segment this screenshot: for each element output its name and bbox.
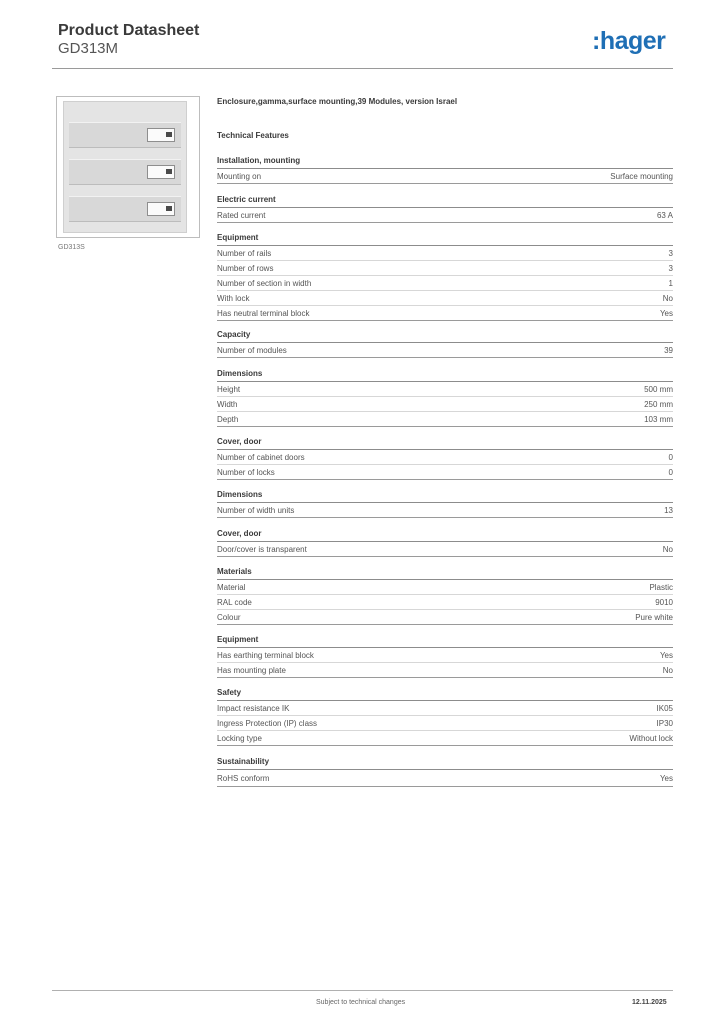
spec-section xyxy=(217,193,673,223)
spec-label: Has earthing terminal block xyxy=(217,650,314,660)
page-title: Product Datasheet xyxy=(58,22,200,39)
header-divider xyxy=(52,68,673,69)
spec-value: 63 A xyxy=(656,210,673,220)
breaker xyxy=(147,202,175,216)
spec-label: Width xyxy=(217,399,238,409)
spec-label: Ingress Protection (IP) class xyxy=(217,718,318,728)
spec-row xyxy=(217,412,673,427)
section-title: Sustainability xyxy=(217,755,673,770)
section-title: Equipment xyxy=(217,231,673,246)
section-title: Capacity xyxy=(217,328,673,343)
spec-label: With lock xyxy=(217,293,250,303)
spec-label: Has neutral terminal block xyxy=(217,308,310,318)
spec-value: 9010 xyxy=(655,597,673,607)
spec-label: Height xyxy=(217,384,241,394)
spec-value: 103 mm xyxy=(644,414,673,424)
spec-row xyxy=(217,701,673,716)
spec-section xyxy=(217,527,673,557)
section-title: Dimensions xyxy=(217,367,673,382)
spec-row xyxy=(217,648,673,663)
spec-row xyxy=(217,770,673,787)
product-code: GD313M xyxy=(58,40,119,57)
spec-row xyxy=(217,663,673,678)
spec-label: RoHS conform xyxy=(217,773,270,783)
spec-row xyxy=(217,261,673,276)
spec-label: Number of locks xyxy=(217,467,275,477)
spec-row xyxy=(217,731,673,746)
spec-value: Without lock xyxy=(629,733,673,743)
spec-label: Locking type xyxy=(217,733,262,743)
spec-row xyxy=(217,450,673,465)
spec-value: Plastic xyxy=(649,582,673,592)
spec-row xyxy=(217,306,673,321)
spec-section xyxy=(217,686,673,746)
spec-row xyxy=(217,465,673,480)
spec-section xyxy=(217,565,673,625)
spec-row xyxy=(217,595,673,610)
breaker xyxy=(147,165,175,179)
spec-value: No xyxy=(662,665,673,675)
spec-label: Depth xyxy=(217,414,239,424)
spec-section xyxy=(217,488,673,518)
spec-row xyxy=(217,276,673,291)
spec-row xyxy=(217,246,673,261)
spec-row xyxy=(217,343,673,358)
section-title: Materials xyxy=(217,565,673,580)
footer-divider xyxy=(52,990,673,991)
spec-label: Number of modules xyxy=(217,345,287,355)
spec-section xyxy=(217,755,673,787)
product-description: Enclosure,gamma,surface mounting,39 Modules, version Israel xyxy=(217,97,458,106)
spec-value: Yes xyxy=(659,650,673,660)
spec-row xyxy=(217,208,673,223)
section-title: Cover, door xyxy=(217,435,673,450)
spec-value: 1 xyxy=(668,278,673,288)
spec-value: Pure white xyxy=(635,612,673,622)
spec-label: Number of width units xyxy=(217,505,295,515)
enclosure-illustration xyxy=(63,101,187,233)
spec-value: Surface mounting xyxy=(610,171,673,181)
panel-row xyxy=(69,159,181,185)
technical-features-heading: Technical Features xyxy=(217,131,289,140)
footer-note: Subject to technical changes xyxy=(316,999,406,1006)
spec-row xyxy=(217,610,673,625)
spec-value: 3 xyxy=(668,263,673,273)
spec-section xyxy=(217,633,673,678)
image-caption: GD313S xyxy=(58,244,85,251)
spec-section xyxy=(217,328,673,358)
spec-row xyxy=(217,291,673,306)
spec-label: RAL code xyxy=(217,597,252,607)
spec-value: 0 xyxy=(668,467,673,477)
spec-value: 3 xyxy=(668,248,673,258)
spec-row xyxy=(217,716,673,731)
spec-section xyxy=(217,231,673,321)
spec-row xyxy=(217,382,673,397)
spec-label: Number of rails xyxy=(217,248,272,258)
breaker xyxy=(147,128,175,142)
section-title: Installation, mounting xyxy=(217,154,673,169)
section-title: Equipment xyxy=(217,633,673,648)
spec-label: Mounting on xyxy=(217,171,262,181)
spec-section xyxy=(217,154,673,184)
footer-date: 12.11.2025 xyxy=(632,999,667,1006)
spec-value: 500 mm xyxy=(644,384,673,394)
spec-row xyxy=(217,397,673,412)
section-title: Safety xyxy=(217,686,673,701)
spec-value: IK05 xyxy=(656,703,673,713)
spec-value: No xyxy=(662,293,673,303)
spec-row xyxy=(217,169,673,184)
spec-value: Yes xyxy=(659,773,673,783)
spec-label: Number of section in width xyxy=(217,278,312,288)
spec-row xyxy=(217,580,673,595)
spec-value: Yes xyxy=(659,308,673,318)
spec-label: Rated current xyxy=(217,210,266,220)
hager-logo: :hager xyxy=(592,27,666,55)
spec-row xyxy=(217,503,673,518)
section-title: Cover, door xyxy=(217,527,673,542)
spec-section xyxy=(217,367,673,427)
spec-value: 13 xyxy=(664,505,673,515)
spec-section xyxy=(217,435,673,480)
spec-value: 39 xyxy=(664,345,673,355)
product-image xyxy=(56,96,200,238)
section-title: Electric current xyxy=(217,193,673,208)
spec-value: 250 mm xyxy=(644,399,673,409)
panel-row xyxy=(69,122,181,148)
spec-label: Number of rows xyxy=(217,263,274,273)
section-title: Dimensions xyxy=(217,488,673,503)
spec-value: IP30 xyxy=(656,718,673,728)
spec-label: Colour xyxy=(217,612,241,622)
spec-label: Number of cabinet doors xyxy=(217,452,305,462)
spec-row xyxy=(217,542,673,557)
spec-label: Has mounting plate xyxy=(217,665,286,675)
spec-label: Material xyxy=(217,582,246,592)
spec-label: Door/cover is transparent xyxy=(217,544,307,554)
spec-label: Impact resistance IK xyxy=(217,703,290,713)
spec-value: 0 xyxy=(668,452,673,462)
panel-row xyxy=(69,196,181,222)
spec-value: No xyxy=(662,544,673,554)
